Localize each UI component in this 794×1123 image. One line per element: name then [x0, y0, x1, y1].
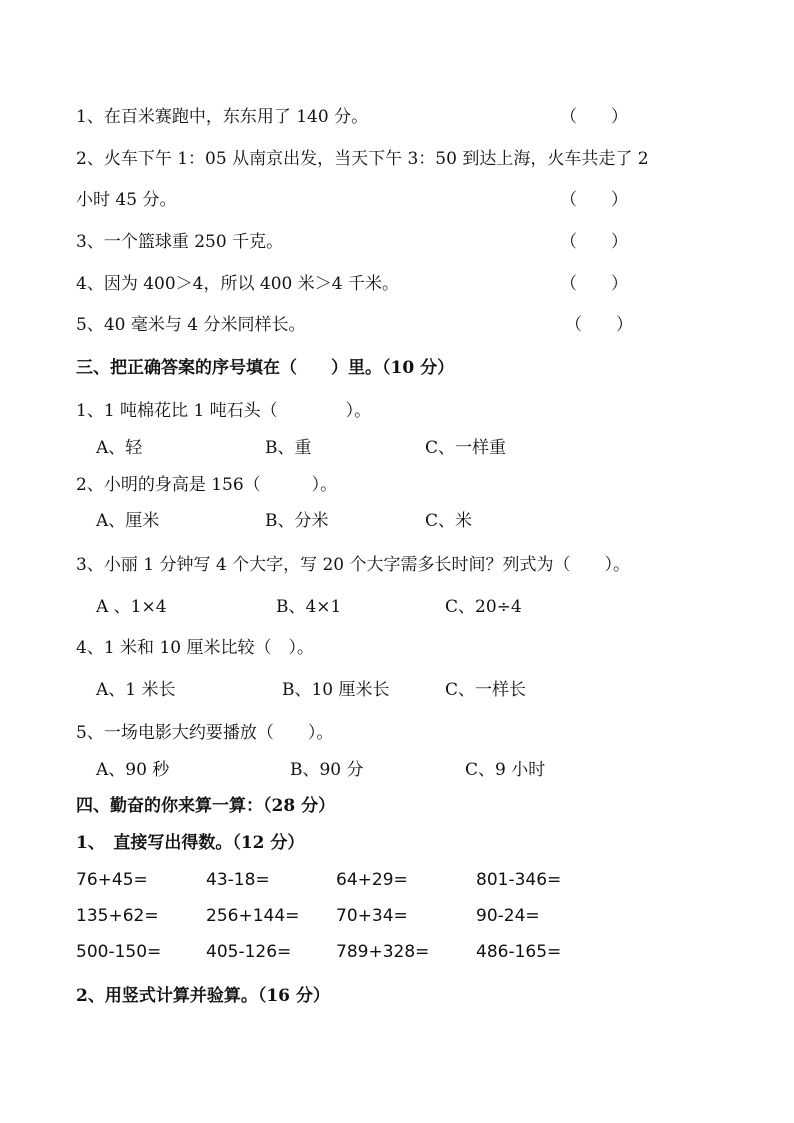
mc-option-3a[interactable]: A 、1×4: [96, 597, 167, 617]
mc-option-2c[interactable]: C、米: [425, 511, 473, 531]
section4-title: 四、勤奋的你来算一算：（28 分）: [76, 796, 336, 816]
judge-item-4: 4、因为 400＞4，所以 400 米＞4 千米。: [76, 274, 399, 294]
calc-item: 256+144=: [206, 906, 300, 926]
calc-item: 405-126=: [206, 942, 292, 962]
calc-item: 64+29=: [336, 870, 408, 890]
mc-option-1a[interactable]: A、轻: [96, 438, 143, 458]
mc-option-2a[interactable]: A、厘米: [96, 511, 160, 531]
judge-item-2: 2、火车下午 1：05 从南京出发，当天下午 3：50 到达上海，火车共走了 2: [76, 149, 649, 169]
mc-question-2: 2、小明的身高是 156（ ）。: [76, 475, 338, 495]
judge-item-1: 1、在百米赛跑中，东东用了 140 分。: [76, 107, 369, 127]
judge-answer-paren-5[interactable]: （ ）: [565, 315, 633, 335]
mc-option-1b[interactable]: B、重: [265, 438, 312, 458]
mc-question-4: 4、1 米和 10 厘米比较（ ）。: [76, 638, 314, 658]
mc-question-5: 5、一场电影大约要播放（ ）。: [76, 723, 334, 743]
judge-item-5: 5、40 毫米与 4 分米同样长。: [76, 315, 306, 335]
calc-item: 90-24=: [476, 906, 540, 926]
mc-option-3c[interactable]: C、20÷4: [445, 597, 522, 617]
mc-option-5c[interactable]: C、9 小时: [465, 760, 546, 780]
calc-item: 486-165=: [476, 942, 562, 962]
judge-answer-paren-2[interactable]: （ ）: [560, 190, 628, 210]
mc-option-4a[interactable]: A、1 米长: [96, 680, 176, 700]
calc-item: 43-18=: [206, 870, 270, 890]
judge-answer-paren-1[interactable]: （ ）: [560, 107, 628, 127]
section4-part1-title: 1、 直接写出得数。（12 分）: [76, 833, 305, 853]
mc-option-5b[interactable]: B、90 分: [290, 760, 364, 780]
calc-item: 500-150=: [76, 942, 162, 962]
judge-item-2-continued: 小时 45 分。: [76, 190, 177, 210]
mc-option-3b[interactable]: B、4×1: [276, 597, 342, 617]
mc-option-4b[interactable]: B、10 厘米长: [282, 680, 390, 700]
judge-answer-paren-4[interactable]: （ ）: [560, 274, 628, 294]
mc-option-4c[interactable]: C、一样长: [445, 680, 527, 700]
calc-item: 70+34=: [336, 906, 408, 926]
calc-item: 76+45=: [76, 870, 148, 890]
judge-answer-paren-3[interactable]: （ ）: [560, 232, 628, 252]
mc-option-2b[interactable]: B、分米: [265, 511, 329, 531]
mc-question-1: 1、1 吨棉花比 1 吨石头（ ）。: [76, 401, 372, 421]
mc-option-1c[interactable]: C、一样重: [425, 438, 507, 458]
section3-title: 三、把正确答案的序号填在（ ）里。（10 分）: [76, 358, 455, 378]
calc-item: 789+328=: [336, 942, 430, 962]
judge-item-3: 3、一个篮球重 250 千克。: [76, 232, 284, 252]
calc-item: 801-346=: [476, 870, 562, 890]
section4-part2-title: 2、用竖式计算并验算。（16 分）: [76, 986, 330, 1006]
calc-item: 135+62=: [76, 906, 159, 926]
mc-option-5a[interactable]: A、90 秒: [96, 760, 170, 780]
mc-question-3: 3、小丽 1 分钟写 4 个大字，写 20 个大字需多长时间？列式为（ ）。: [76, 555, 631, 575]
